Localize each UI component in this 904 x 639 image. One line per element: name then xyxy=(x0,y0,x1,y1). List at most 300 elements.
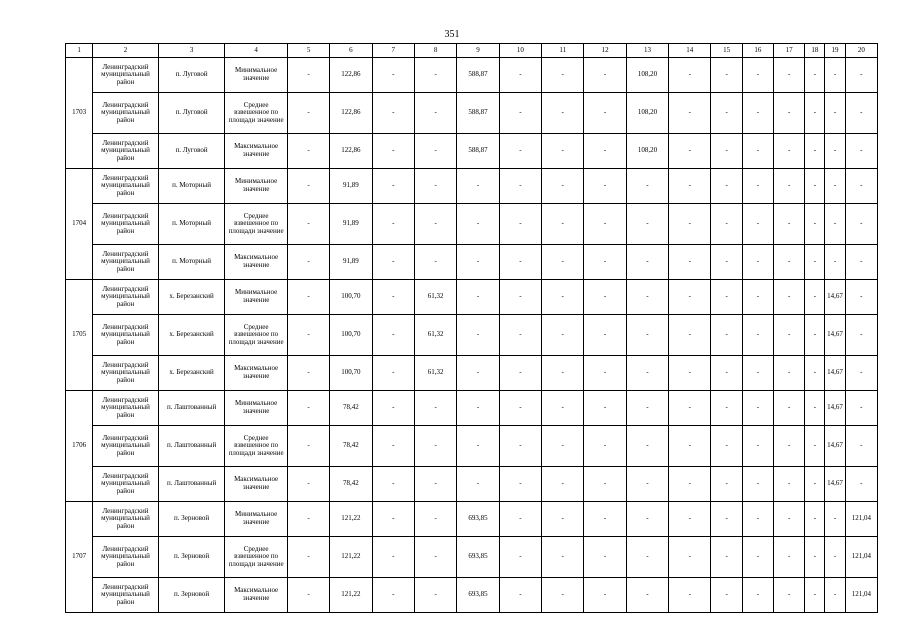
table-row xyxy=(66,280,878,315)
table-cell: - xyxy=(542,134,584,169)
table-cell: - xyxy=(742,391,773,426)
table-cell: 61,32 xyxy=(414,280,456,315)
table-cell: - xyxy=(774,467,805,502)
table-cell: - xyxy=(626,169,668,204)
table-cell: 108,20 xyxy=(626,58,668,93)
table-cell: Ленинградский муниципальный район xyxy=(93,467,159,502)
row-group-id: 1703 xyxy=(66,58,93,169)
table-cell: - xyxy=(457,467,499,502)
table-cell: - xyxy=(414,426,456,467)
column-header: 13 xyxy=(626,44,668,58)
table-cell: Максимальное значение xyxy=(225,578,288,613)
table-cell: - xyxy=(414,467,456,502)
table-cell: - xyxy=(542,426,584,467)
table-cell: х. Березанский xyxy=(158,315,225,356)
column-header: 20 xyxy=(845,44,877,58)
table-cell: - xyxy=(542,245,584,280)
table-cell: - xyxy=(845,93,877,134)
table-cell: - xyxy=(711,169,742,204)
table-cell: 122,86 xyxy=(330,58,372,93)
table-cell: - xyxy=(825,245,845,280)
table-cell: - xyxy=(711,578,742,613)
table-cell: - xyxy=(584,391,626,426)
table-cell: - xyxy=(805,391,825,426)
table-cell: - xyxy=(626,280,668,315)
table-cell: - xyxy=(499,169,541,204)
table-cell: - xyxy=(584,502,626,537)
table-cell: - xyxy=(287,315,329,356)
table-cell: 91,89 xyxy=(330,245,372,280)
table-cell: - xyxy=(287,537,329,578)
table-cell: - xyxy=(711,204,742,245)
table-row xyxy=(66,578,878,613)
table-cell: - xyxy=(584,315,626,356)
table-cell: 693,85 xyxy=(457,578,499,613)
table-cell: 100,70 xyxy=(330,356,372,391)
table-cell: - xyxy=(457,315,499,356)
table-cell: 121,22 xyxy=(330,537,372,578)
table-cell: Ленинградский муниципальный район xyxy=(93,93,159,134)
table-cell: - xyxy=(499,356,541,391)
table-cell: - xyxy=(287,58,329,93)
table-cell: - xyxy=(669,537,711,578)
table-cell: - xyxy=(626,502,668,537)
table-cell: 91,89 xyxy=(330,169,372,204)
table-cell: Минимальное значение xyxy=(225,169,288,204)
table-cell: - xyxy=(805,578,825,613)
table-cell: - xyxy=(584,245,626,280)
header-row xyxy=(66,44,878,58)
table-cell: - xyxy=(742,58,773,93)
table-cell: - xyxy=(287,134,329,169)
table-cell: - xyxy=(626,356,668,391)
table-cell: - xyxy=(372,280,414,315)
table-cell: - xyxy=(742,426,773,467)
table-cell: - xyxy=(742,93,773,134)
table-cell: - xyxy=(414,134,456,169)
table-cell: - xyxy=(711,537,742,578)
table-cell: - xyxy=(805,537,825,578)
table-cell: - xyxy=(372,169,414,204)
table-cell: 121,04 xyxy=(845,537,877,578)
table-cell: - xyxy=(287,426,329,467)
table-cell: Минимальное значение xyxy=(225,58,288,93)
table-cell: - xyxy=(499,204,541,245)
table-cell: - xyxy=(711,134,742,169)
table-cell: - xyxy=(711,467,742,502)
table-cell: - xyxy=(584,537,626,578)
table-cell: - xyxy=(287,391,329,426)
table-cell: - xyxy=(742,280,773,315)
table-cell: - xyxy=(742,245,773,280)
table-cell: - xyxy=(499,245,541,280)
table-cell: - xyxy=(499,426,541,467)
table-cell: 14,67 xyxy=(825,426,845,467)
table-row xyxy=(66,169,878,204)
table-cell: - xyxy=(499,467,541,502)
table-cell: Максимальное значение xyxy=(225,356,288,391)
table-row xyxy=(66,391,878,426)
table-cell: Ленинградский муниципальный район xyxy=(93,537,159,578)
table-cell: - xyxy=(626,204,668,245)
table-cell: - xyxy=(414,245,456,280)
table-cell: - xyxy=(372,391,414,426)
table-cell: - xyxy=(825,204,845,245)
table-cell: - xyxy=(584,426,626,467)
column-header: 5 xyxy=(287,44,329,58)
table-cell: 121,22 xyxy=(330,578,372,613)
table-cell: - xyxy=(372,467,414,502)
table-row xyxy=(66,245,878,280)
table-cell: - xyxy=(542,578,584,613)
table-cell: - xyxy=(669,502,711,537)
table-cell: - xyxy=(626,467,668,502)
table-cell: - xyxy=(669,391,711,426)
table-cell: 61,32 xyxy=(414,356,456,391)
table-cell: - xyxy=(457,169,499,204)
table-cell: - xyxy=(542,204,584,245)
table-row xyxy=(66,134,878,169)
table-cell: - xyxy=(372,578,414,613)
table-cell: - xyxy=(372,93,414,134)
table-cell: - xyxy=(499,537,541,578)
table-cell: п. Луговой xyxy=(158,93,225,134)
table-cell: 78,42 xyxy=(330,467,372,502)
column-header: 16 xyxy=(742,44,773,58)
table-cell: - xyxy=(372,245,414,280)
table-cell: - xyxy=(584,134,626,169)
table-cell: - xyxy=(742,315,773,356)
table-cell: - xyxy=(774,426,805,467)
table-cell: - xyxy=(845,356,877,391)
table-cell: - xyxy=(372,502,414,537)
table-cell: п. Зерновой xyxy=(158,502,225,537)
table-cell: 122,86 xyxy=(330,134,372,169)
table-cell: - xyxy=(805,280,825,315)
table-cell: 14,67 xyxy=(825,280,845,315)
table-cell: - xyxy=(626,578,668,613)
table-cell: - xyxy=(825,169,845,204)
table-cell: - xyxy=(825,537,845,578)
table-cell: - xyxy=(774,356,805,391)
table-cell: 61,32 xyxy=(414,315,456,356)
table-cell: - xyxy=(742,537,773,578)
table-cell: п. Моторный xyxy=(158,204,225,245)
column-header: 2 xyxy=(93,44,159,58)
table-cell: Среднее взвешенное по площади значение xyxy=(225,315,288,356)
table-cell: - xyxy=(774,204,805,245)
table-cell: - xyxy=(542,502,584,537)
table-cell: - xyxy=(669,169,711,204)
table-cell: - xyxy=(414,204,456,245)
table-cell: - xyxy=(584,280,626,315)
table-cell: - xyxy=(805,245,825,280)
table-cell: - xyxy=(805,134,825,169)
table-cell: Ленинградский муниципальный район xyxy=(93,426,159,467)
table-cell: - xyxy=(584,356,626,391)
table-cell: - xyxy=(287,204,329,245)
table-cell: п. Луговой xyxy=(158,134,225,169)
table-cell: Ленинградский муниципальный район xyxy=(93,578,159,613)
row-group-id: 1705 xyxy=(66,280,93,391)
column-header: 1 xyxy=(66,44,93,58)
table-cell: - xyxy=(287,169,329,204)
column-header: 12 xyxy=(584,44,626,58)
table-cell: - xyxy=(414,502,456,537)
table-cell: Ленинградский муниципальный район xyxy=(93,280,159,315)
table-cell: - xyxy=(542,537,584,578)
table-cell: - xyxy=(825,578,845,613)
table-row xyxy=(66,58,878,93)
table-cell: п. Лаштованный xyxy=(158,426,225,467)
table-cell: - xyxy=(805,356,825,391)
table-cell: - xyxy=(584,467,626,502)
table-cell: Минимальное значение xyxy=(225,502,288,537)
table-cell: Ленинградский муниципальный район xyxy=(93,58,159,93)
table-cell: - xyxy=(742,134,773,169)
table-row xyxy=(66,204,878,245)
table-row xyxy=(66,467,878,502)
table-cell: - xyxy=(669,426,711,467)
page-number: 351 xyxy=(444,29,460,40)
table-cell: - xyxy=(774,93,805,134)
table-cell: Максимальное значение xyxy=(225,245,288,280)
table-cell: - xyxy=(845,467,877,502)
table-cell: - xyxy=(825,93,845,134)
table-cell: Среднее взвешенное по площади значение xyxy=(225,204,288,245)
table-cell: - xyxy=(845,280,877,315)
table-cell: - xyxy=(845,134,877,169)
table-cell: - xyxy=(669,93,711,134)
table-cell: - xyxy=(287,502,329,537)
table-cell: - xyxy=(542,58,584,93)
table-cell: - xyxy=(414,537,456,578)
table-cell: 693,85 xyxy=(457,537,499,578)
table-cell: - xyxy=(825,58,845,93)
table-row xyxy=(66,537,878,578)
table-cell: - xyxy=(414,93,456,134)
table-cell: - xyxy=(542,169,584,204)
table-cell: - xyxy=(542,93,584,134)
table-cell: - xyxy=(825,502,845,537)
table-cell: п. Луговой xyxy=(158,58,225,93)
table-row xyxy=(66,93,878,134)
table-cell: - xyxy=(414,578,456,613)
column-header: 9 xyxy=(457,44,499,58)
table-cell: - xyxy=(414,58,456,93)
table-cell: - xyxy=(669,134,711,169)
table-cell: Среднее взвешенное по площади значение xyxy=(225,93,288,134)
table-cell: - xyxy=(542,467,584,502)
table-cell: 78,42 xyxy=(330,426,372,467)
table-cell: - xyxy=(711,391,742,426)
table-cell: - xyxy=(287,93,329,134)
table-cell: - xyxy=(584,169,626,204)
table-cell: - xyxy=(542,280,584,315)
table-cell: 121,04 xyxy=(845,578,877,613)
table-cell: - xyxy=(742,169,773,204)
table-cell: - xyxy=(845,245,877,280)
table-cell: - xyxy=(457,391,499,426)
column-header: 18 xyxy=(805,44,825,58)
table-cell: - xyxy=(584,578,626,613)
table-cell: Минимальное значение xyxy=(225,280,288,315)
table-cell: - xyxy=(372,356,414,391)
table-cell: - xyxy=(626,537,668,578)
table-cell: - xyxy=(626,426,668,467)
row-group-id: 1704 xyxy=(66,169,93,280)
table-cell: - xyxy=(711,58,742,93)
table-row xyxy=(66,315,878,356)
table-row xyxy=(66,426,878,467)
table-cell: - xyxy=(711,245,742,280)
table-cell: - xyxy=(711,280,742,315)
table-row xyxy=(66,356,878,391)
table-cell: - xyxy=(774,578,805,613)
table-cell: 121,22 xyxy=(330,502,372,537)
table-cell: п. Лаштованный xyxy=(158,467,225,502)
table-cell: - xyxy=(372,426,414,467)
table-cell: - xyxy=(499,502,541,537)
table-cell: - xyxy=(669,467,711,502)
table-cell: Ленинградский муниципальный район xyxy=(93,315,159,356)
table-cell: - xyxy=(626,391,668,426)
table-cell: п. Моторный xyxy=(158,245,225,280)
row-group-id: 1707 xyxy=(66,502,93,613)
table-cell: Минимальное значение xyxy=(225,391,288,426)
column-header: 3 xyxy=(158,44,225,58)
table-cell: - xyxy=(845,204,877,245)
table-cell: - xyxy=(457,280,499,315)
table-cell: Ленинградский муниципальный район xyxy=(93,245,159,280)
table-cell: - xyxy=(774,502,805,537)
table-row xyxy=(66,502,878,537)
table-cell: - xyxy=(774,280,805,315)
table-cell: п. Моторный xyxy=(158,169,225,204)
table-cell: - xyxy=(845,58,877,93)
table-cell: - xyxy=(287,578,329,613)
table-cell: - xyxy=(669,58,711,93)
table-cell: - xyxy=(805,58,825,93)
column-header: 11 xyxy=(542,44,584,58)
table-cell: - xyxy=(542,356,584,391)
table-cell: - xyxy=(669,578,711,613)
table-cell: - xyxy=(372,134,414,169)
column-header: 7 xyxy=(372,44,414,58)
table-cell: 108,20 xyxy=(626,134,668,169)
table-cell: 108,20 xyxy=(626,93,668,134)
table-cell: Ленинградский муниципальный район xyxy=(93,204,159,245)
table-cell: Среднее взвешенное по площади значение xyxy=(225,426,288,467)
table-cell: - xyxy=(742,502,773,537)
table-cell: х. Березанский xyxy=(158,280,225,315)
column-header: 14 xyxy=(669,44,711,58)
column-header: 10 xyxy=(499,44,541,58)
table-cell: 14,67 xyxy=(825,467,845,502)
table-cell: - xyxy=(774,315,805,356)
table-cell: - xyxy=(825,134,845,169)
table-cell: - xyxy=(711,426,742,467)
table-cell: Ленинградский муниципальный район xyxy=(93,134,159,169)
table-cell: - xyxy=(372,315,414,356)
table-cell: - xyxy=(742,578,773,613)
table-cell: - xyxy=(845,426,877,467)
table-cell: - xyxy=(774,58,805,93)
column-header: 8 xyxy=(414,44,456,58)
table-cell: - xyxy=(542,315,584,356)
table-cell: - xyxy=(626,315,668,356)
table-cell: - xyxy=(287,356,329,391)
table-cell: - xyxy=(669,315,711,356)
row-group-id: 1706 xyxy=(66,391,93,502)
table-cell: 588,87 xyxy=(457,58,499,93)
table-cell: - xyxy=(805,467,825,502)
table-cell: 91,89 xyxy=(330,204,372,245)
table-cell: - xyxy=(805,169,825,204)
table-cell: - xyxy=(414,391,456,426)
table-cell: - xyxy=(742,467,773,502)
table-cell: - xyxy=(499,93,541,134)
table-cell: - xyxy=(711,93,742,134)
table-cell: Ленинградский муниципальный район xyxy=(93,502,159,537)
table-cell: - xyxy=(414,169,456,204)
table-cell: - xyxy=(669,204,711,245)
table-cell: - xyxy=(774,245,805,280)
table-cell: - xyxy=(542,391,584,426)
table-cell: - xyxy=(845,315,877,356)
table-cell: х. Березанский xyxy=(158,356,225,391)
table-cell: - xyxy=(669,280,711,315)
table-cell: 100,70 xyxy=(330,280,372,315)
table-cell: - xyxy=(669,356,711,391)
table-cell: - xyxy=(845,391,877,426)
table-cell: - xyxy=(742,204,773,245)
table-cell: 693,85 xyxy=(457,502,499,537)
table-cell: п. Зерновой xyxy=(158,537,225,578)
table-cell: - xyxy=(774,537,805,578)
table-cell: 588,87 xyxy=(457,93,499,134)
table-cell: - xyxy=(499,134,541,169)
table-cell: - xyxy=(457,356,499,391)
table-cell: - xyxy=(287,467,329,502)
table-cell: Среднее взвешенное по площади значение xyxy=(225,537,288,578)
table-cell: - xyxy=(499,58,541,93)
table-cell: - xyxy=(584,93,626,134)
table-cell: - xyxy=(711,315,742,356)
table-cell: - xyxy=(287,245,329,280)
table-cell: 78,42 xyxy=(330,391,372,426)
table-cell: - xyxy=(584,204,626,245)
table-cell: Максимальное значение xyxy=(225,134,288,169)
table-cell: 14,67 xyxy=(825,315,845,356)
table-cell: - xyxy=(499,315,541,356)
table-cell: - xyxy=(742,356,773,391)
table-cell: - xyxy=(457,204,499,245)
table-cell: - xyxy=(669,245,711,280)
table-cell: Ленинградский муниципальный район xyxy=(93,169,159,204)
table-cell: Максимальное значение xyxy=(225,467,288,502)
table-cell: 100,70 xyxy=(330,315,372,356)
table-cell: - xyxy=(845,169,877,204)
table-cell: - xyxy=(499,391,541,426)
table-cell: 121,04 xyxy=(845,502,877,537)
table-cell: - xyxy=(372,204,414,245)
table-cell: 14,67 xyxy=(825,356,845,391)
column-header: 19 xyxy=(825,44,845,58)
table-cell: - xyxy=(774,391,805,426)
table-cell: - xyxy=(457,426,499,467)
table-cell: - xyxy=(499,280,541,315)
